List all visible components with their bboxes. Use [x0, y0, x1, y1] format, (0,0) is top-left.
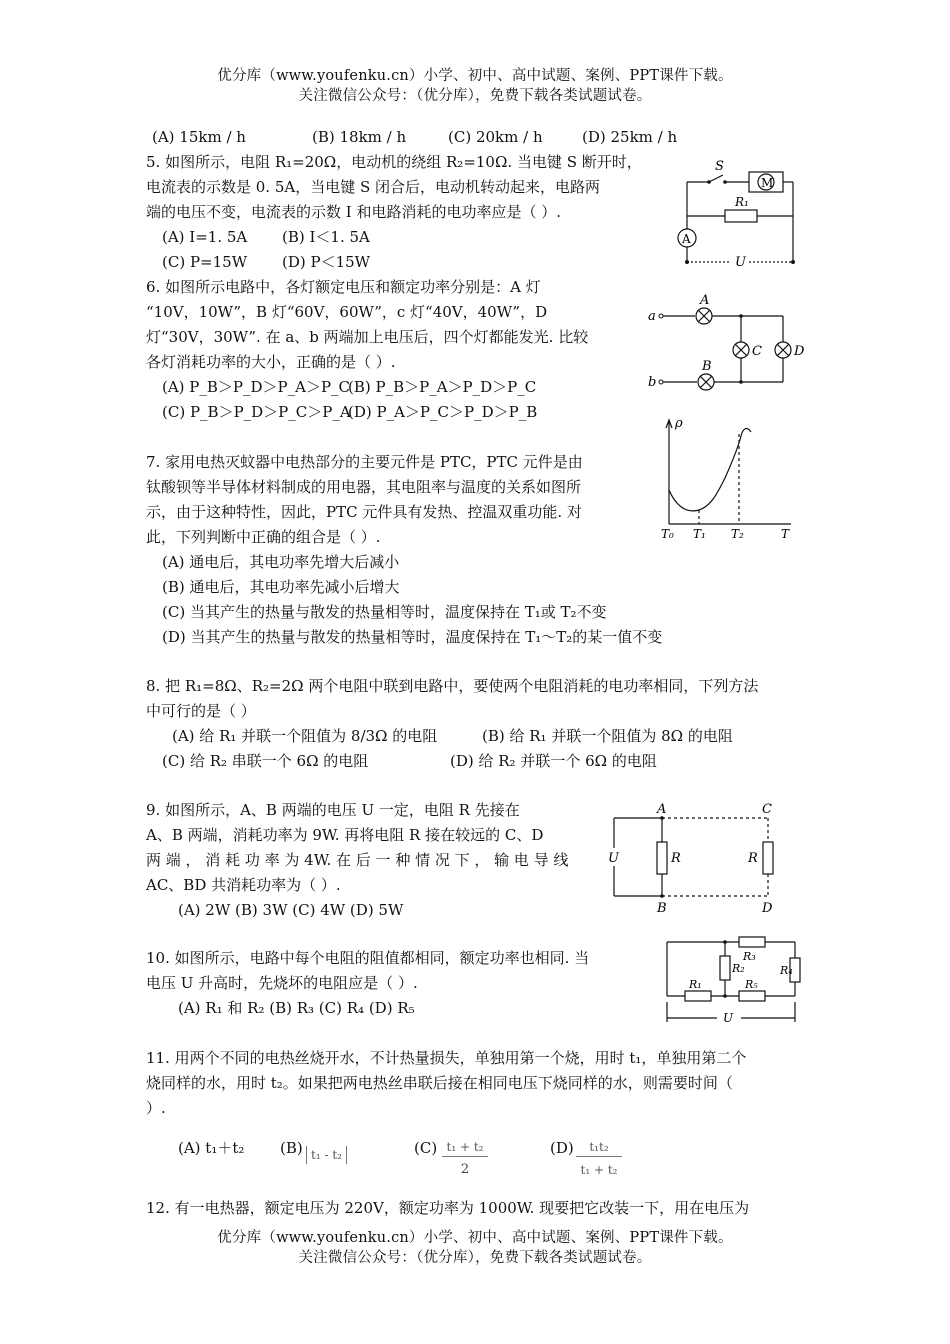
q11-line-3: ）.: [146, 1099, 166, 1117]
q5-fig-label-m: M: [761, 176, 774, 190]
q10-line-1: 10. 如图所示，电路中每个电阻的阻值都相同，额定功率也相同. 当: [146, 949, 590, 967]
q9-fig-d: D: [762, 901, 773, 916]
q8-option-b: (B) 给 R₁ 并联一个阻值为 8Ω 的电阻: [482, 727, 733, 745]
q7-fig-rho: ρ: [675, 416, 683, 431]
q8-option-a: (A) 给 R₁ 并联一个阻值为 8/3Ω 的电阻: [172, 727, 438, 745]
q6-fig-lamp-d: D: [794, 344, 805, 359]
q9-fig-c: C: [762, 802, 772, 817]
q7-line-4: 此，下列判断中正确的组合是（ ）.: [146, 528, 381, 546]
q6-line-2: “10V，10W”，B 灯“60V，60W”，c 灯“40V，40W”，D: [146, 303, 548, 321]
q7-fig-t1: T₁: [693, 527, 706, 541]
q10-fig-r1: R₁: [689, 978, 702, 991]
q7-fig-t: T: [781, 527, 790, 541]
q9-fig-r1: R: [671, 851, 681, 866]
q5-fig-label-s: S: [715, 159, 724, 174]
q8-option-d: (D) 给 R₂ 并联一个 6Ω 的电阻: [450, 752, 657, 770]
q9-fig-b: B: [657, 901, 667, 916]
q7-line-3: 示，由于这种特性，因此，PTC 元件具有发热、控温双重功能. 对: [146, 503, 582, 521]
q5-line-2: 电流表的示数是 0. 5A，当电键 S 闭合后，电动机转动起来，电路两: [146, 178, 601, 196]
q6-fig-lamp-b: B: [702, 359, 712, 374]
q5-option-b: (B) I＜1. 5A: [282, 228, 370, 246]
q7-ptc-graph: [655, 412, 805, 542]
q11-option-d-label: (D): [550, 1139, 574, 1157]
q7-line-2: 钛酸钡等半导体材料制成的用电器，其电阻率与温度的关系如图所: [146, 478, 582, 496]
q5-fig-label-u: U: [735, 255, 746, 270]
q7-option-c: (C) 当其产生的热量与散发的热量相等时，温度保持在 T₁或 T₂不变: [162, 603, 607, 621]
q6-fig-lamp-a: A: [700, 293, 710, 308]
q8-line-2: 中可行的是（ ）: [146, 702, 256, 720]
q7-option-d: (D) 当其产生的热量与散发的热量相等时，温度保持在 T₁～T₂的某一值不变: [162, 628, 663, 646]
q11-option-b-label: (B): [280, 1139, 303, 1157]
q4-option-d: (D) 25km / h: [582, 128, 678, 146]
q6-fig-lamp-c: C: [752, 344, 762, 359]
q9-options: (A) 2W (B) 3W (C) 4W (D) 5W: [178, 901, 404, 919]
q10-circuit-diagram: [655, 930, 805, 1030]
q6-line-3: 灯“30V，30W”. 在 a、b 两端加上电压后，四个灯都能发光. 比较: [146, 328, 589, 346]
q9-fig-a: A: [657, 802, 667, 817]
q7-fig-t0: T₀: [661, 527, 674, 541]
q11-option-c-den: 2: [460, 1162, 470, 1177]
q6-circuit-diagram: [645, 292, 815, 396]
q5-option-a: (A) I=1. 5A: [162, 228, 248, 246]
q11-option-c-label: (C): [414, 1139, 438, 1157]
q6-option-b: (B) P_B＞P_A＞P_D＞P_C: [348, 378, 537, 396]
q6-option-d: (D) P_A＞P_C＞P_D＞P_B: [348, 403, 538, 421]
q4-option-b: (B) 18km / h: [312, 128, 407, 146]
q11-line-2: 烧同样的水，用时 t₂。如果把两电热丝串联后接在相同电压下烧同样的水，则需要时间（: [146, 1074, 733, 1092]
q11-option-b-expr: t₁ - t₂: [306, 1146, 347, 1164]
q10-fig-r2: R₂: [732, 962, 745, 975]
q6-line-1: 6. 如图所示电路中，各灯额定电压和额定功率分别是：A 灯: [146, 278, 541, 296]
q11-option-d-num: t₁t₂: [576, 1138, 622, 1157]
q10-options: (A) R₁ 和 R₂ (B) R₃ (C) R₄ (D) R₅: [178, 999, 415, 1017]
q6-fig-label-a: a: [648, 309, 656, 324]
q5-line-1: 5. 如图所示，电阻 R₁=20Ω，电动机的绕组 R₂=10Ω. 当电键 S 断开时，: [146, 153, 642, 171]
q5-fig-label-r1: R₁: [735, 195, 749, 209]
q10-fig-r3: R₃: [743, 950, 756, 963]
q9-line-1: 9. 如图所示，A、B 两端的电压 U 一定，电阻 R 先接在: [146, 801, 520, 819]
q8-option-c: (C) 给 R₂ 串联一个 6Ω 的电阻: [162, 752, 369, 770]
q7-option-a: (A) 通电后，其电功率先增大后减小: [162, 553, 400, 571]
q7-fig-t2: T₂: [731, 527, 744, 541]
q9-fig-r2: R: [748, 851, 758, 866]
q8-line-1: 8. 把 R₁=8Ω、R₂=2Ω 两个电阻中联到电路中，要使两个电阻消耗的电功率相同，下列方法: [146, 677, 759, 695]
q11-option-d-den: t₁ + t₂: [580, 1163, 618, 1177]
q6-fig-label-b: b: [648, 375, 657, 390]
header-line-2: 关注微信公众号：（优分库），免费下载各类试题试卷。: [298, 88, 652, 104]
q6-line-4: 各灯消耗功率的大小，正确的是（ ）.: [146, 353, 396, 371]
q9-line-3: 两 端 ， 消 耗 功 率 为 4W. 在 后 一 种 情 况 下 ， 输 电 导 线: [146, 851, 569, 869]
q9-line-2: A、B 两端，消耗功率为 9W. 再将电阻 R 接在较远的 C、D: [146, 826, 544, 844]
q5-circuit-diagram: [665, 158, 805, 270]
q6-option-c: (C) P_B＞P_D＞P_C＞P_A: [162, 403, 351, 421]
q5-option-d: (D) P＜15W: [282, 253, 371, 271]
header-line-1: 优分库（www.youfenku.cn）小学、初中、高中试题、案例、PPT课件下载。: [217, 68, 733, 84]
q10-fig-r5: R₅: [745, 978, 758, 991]
q10-fig-r4: R₄: [780, 964, 793, 977]
footer-line-2: 关注微信公众号：（优分库），免费下载各类试题试卷。: [298, 1250, 652, 1266]
q7-option-b: (B) 通电后，其电功率先减小后增大: [162, 578, 400, 596]
q9-fig-u: U: [608, 851, 619, 866]
q9-line-4: AC、BD 共消耗功率为（ ）.: [146, 876, 341, 894]
q11-line-1: 11. 用两个不同的电热丝烧开水，不计热量损失，单独用第一个烧，用时 t₁，单独用第二个: [146, 1049, 747, 1067]
q9-circuit-diagram: [600, 800, 785, 918]
q11-option-c-num: t₁ + t₂: [442, 1138, 488, 1157]
q7-line-1: 7. 家用电热灭蚊器中电热部分的主要元件是 PTC，PTC 元件是由: [146, 453, 583, 471]
q10-fig-u: U: [723, 1011, 734, 1025]
q12-line-1: 12. 有一电热器，额定电压为 220V，额定功率为 1000W. 现要把它改装一下，用在电压为: [146, 1199, 750, 1217]
q11-option-a: (A) t₁＋t₂: [178, 1139, 245, 1157]
q10-line-2: 电压 U 升高时，先烧坏的电阻应是（ ）.: [146, 974, 418, 992]
q5-line-3: 端的电压不变，电流表的示数 I 和电路消耗的电功率应是（ ）.: [146, 203, 562, 221]
q6-option-a: (A) P_B＞P_D＞P_A＞P_C: [162, 378, 351, 396]
q5-option-c: (C) P=15W: [162, 253, 248, 271]
q4-option-a: (A) 15km / h: [152, 128, 246, 146]
footer-line-1: 优分库（www.youfenku.cn）小学、初中、高中试题、案例、PPT课件下载。: [217, 1230, 733, 1246]
q4-option-c: (C) 20km / h: [448, 128, 543, 146]
q5-fig-label-a: A: [682, 232, 691, 246]
